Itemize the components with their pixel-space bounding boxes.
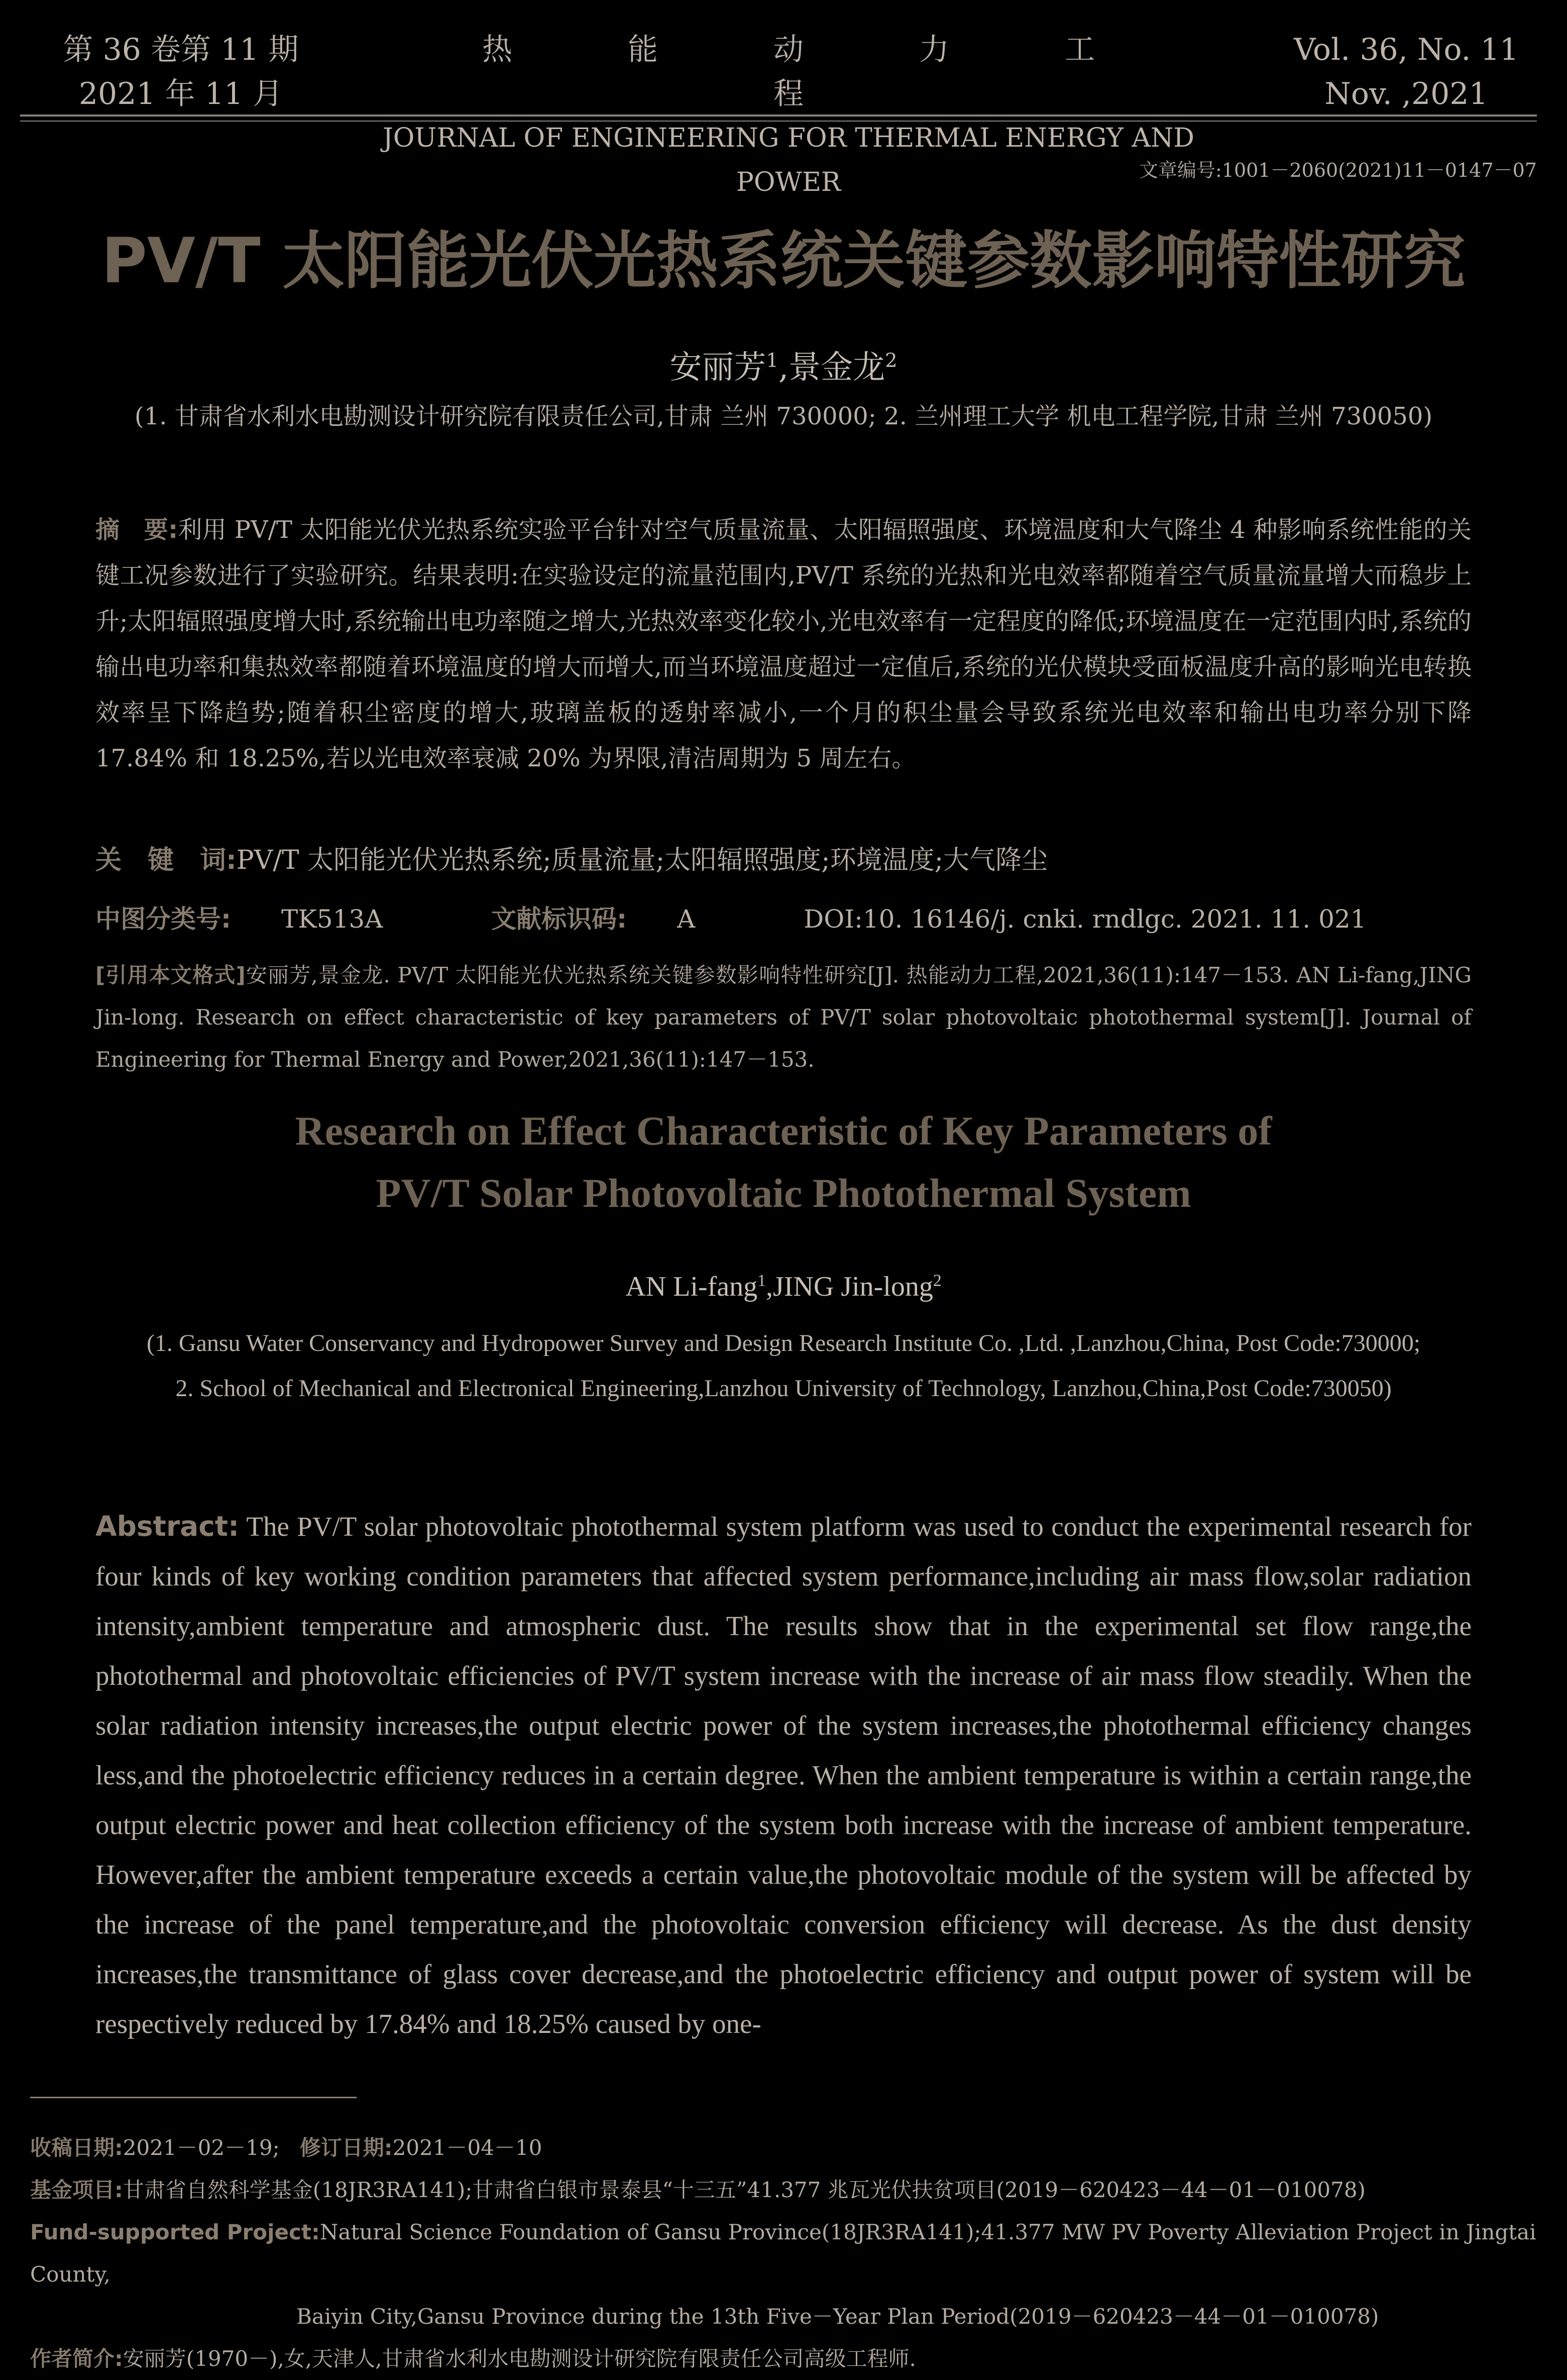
footnotes <box>30 2127 1537 2380</box>
citation-label: [引用本文格式] <box>95 963 246 987</box>
journal-name-cn: 热能动力工程 <box>482 32 1210 111</box>
fund-en-label: Fund-supported Project: <box>30 2220 320 2244</box>
fund-cn-line <box>30 2169 1537 2211</box>
clc-label: 中图分类号: <box>95 904 231 934</box>
abstract-en-text: The PV/T solar photovoltaic photothermal system platform was used to conduct the experimental research for four kinds of key working condition parameters that affected system performance,including air mass flow,solar radiation intensity,ambient temperature and atmospheric dust. The results show that in the experimental set flow range,the photothermal and photovoltaic efficiencies of PV/T system increase with the increase of air mass flow steadily. When the solar radiation intensity increases,the output electric power of the system increases,the photothermal efficiency changes less,and the photoelectric efficiency reduces in a certain degree. When the ambient temperature is within a certain range,the output electric power and heat collection efficiency of the system both increase with the increase of ambient temperature. However,after the ambient temperature exceeds a certain value,the photovoltaic module of the system will be affected by the increase of the panel temperature,and the photovoltaic conversion efficiency will decrease. As the dust density increases,the transmittance of glass cover decrease,and the photoelectric efficiency and output power of system will be respectively reduced by 17.84% and 18.25% caused by one- <box>95 1511 1472 2039</box>
author-en-2-sup: 2 <box>933 1271 942 1290</box>
keywords-text: PV/T 太阳能光伏光热系统;质量流量;太阳辐照强度;环境温度;大气降尘 <box>236 845 1048 875</box>
affiliation-en: (1. Gansu Water Conservancy and Hydropower Survey and Design Research Institute Co. ,Ltd. ,Lanzhou,China, Post Code:730000; 2. School of Mechanical and Electronical Engineering,Lanzhou University of Technology, Lanzhou,China,Post Code:730050) <box>146 1330 1421 1402</box>
title-en-line1: Research on Effect Characteristic of Key Parameters of <box>295 1108 1272 1154</box>
abstract-cn-text: 利用 PV/T 太阳能光伏光热系统实验平台针对空气质量流量、太阳辐照强度、环境温度和大气降尘 4 种影响系统性能的关键工况参数进行了实验研究。结果表明:在实验设定的流量范围内,PV/T 系统的光热和光电效率都随着空气质量流量增大而稳步上升;太阳辐照强度增大时,系统输出电功率随之增大,光热效率变化较小,光电效率有一定程度的降低;环境温度在一定范围内时,系统的输出电功率和集热效率都随着环境温度的增大而增大,而当环境温度超过一定值后,系统的光伏模块受面板温度升高的影响光电转换效率呈下降趋势;随着积尘密度的增大,玻璃盖板的透射率减小,一个月的积尘量会导致系统光电效率和输出电功率分别下降 17.84% 和 18.25%,若以光电效率衰减 20% 为界限,清洁周期为 5 周左右。 <box>95 516 1472 772</box>
header-rule-thin <box>20 121 1537 122</box>
date-cn: 2021 年 11 月 <box>78 76 283 111</box>
affiliation-cn: (1. 甘肃省水利水电勘测设计研究院有限责任公司,甘肃 兰州 730000; 2. 兰州理工大学 机电工程学院,甘肃 兰州 730050) <box>134 402 1433 430</box>
citation-text: 安丽芳,景金龙. PV/T 太阳能光伏光热系统关键参数影响特性研究[J]. 热能动力工程,2021,36(11):147－153. AN Li-fang,JING Jin-long. Research on effect characteristic of key parameters of PV/T solar photovoltaic photothermal system[J]. Journal of Engineering for Thermal Energy and Power,2021,36(11):147－153. <box>95 963 1472 1072</box>
abstract-en-label: Abstract: <box>95 1510 240 1542</box>
author-en-1-sup: 1 <box>757 1271 766 1290</box>
doi: DOI:10. 16146/j. cnki. rndlgc. 2021. 11. 021 <box>804 904 1367 934</box>
authors-en <box>0 1271 1567 1303</box>
classification-line <box>95 899 1417 935</box>
keywords-cn <box>95 839 1048 876</box>
header-left <box>50 28 311 116</box>
footnote-rule <box>30 2097 357 2098</box>
title-en <box>0 1100 1567 1224</box>
author-bio-line <box>30 2338 1537 2380</box>
fund-cn-text: 甘肃省自然科学基金(18JR3RA141);甘肃省白银市景泰县“十三五”41.377 兆瓦光伏扶贫项目(2019－620423－44－01－010078) <box>123 2178 1366 2202</box>
fund-en-text-1: Natural Science Foundation of Gansu Province(18JR3RA141);41.377 MW PV Poverty Alleviation Project in Jingtai County, <box>30 2220 1536 2287</box>
author-bio-label: 作者简介: <box>30 2346 123 2371</box>
volume-issue-cn: 第 36 卷第 11 期 <box>63 32 299 67</box>
header-right <box>1286 28 1527 116</box>
doc-code-value: A <box>677 904 696 934</box>
fund-en-line <box>30 2211 1537 2296</box>
title-cn: PV/T 太阳能光伏光热系统关键参数影响特性研究 <box>101 225 1466 297</box>
keywords-label: 关 键 词: <box>95 845 237 875</box>
revised-date: 2021－04－10 <box>392 2135 542 2160</box>
volume-issue-en: Vol. 36, No. 11 <box>1294 32 1519 67</box>
revised-label: 修订日期: <box>299 2135 393 2160</box>
author-bio-text: 安丽芳(1970－),女,天津人,甘肃省水利水电勘测设计研究院有限责任公司高级工程师. <box>123 2346 916 2371</box>
doc-code-label: 文献标识码: <box>491 904 627 934</box>
author-1-sup: 1 <box>766 349 778 372</box>
title-en-line2: PV/T Solar Photovoltaic Photothermal System <box>376 1170 1191 1216</box>
article-number: 文章编号:1001－2060(2021)11－0147－07 <box>1139 159 1537 181</box>
author-2-sup: 2 <box>885 349 898 372</box>
abstract-en <box>95 1502 1472 2049</box>
authors-cn <box>0 342 1567 388</box>
journal-name-en: JOURNAL OF ENGINEERING FOR THERMAL ENERGY AND POWER <box>382 123 1195 197</box>
dates-line <box>30 2127 1537 2169</box>
citation <box>95 954 1472 1081</box>
fund-en-line-2: Baiyin City,Gansu Province during the 13th Five－Year Plan Period(2019－620423－44－01－010078) <box>296 2304 1379 2329</box>
author-1: 安丽芳 <box>669 349 766 386</box>
header-rule-thick <box>20 115 1537 117</box>
author-2: 景金龙 <box>789 349 885 386</box>
clc-value: TK513A <box>281 904 383 934</box>
fund-cn-label: 基金项目: <box>30 2178 123 2202</box>
author-sep: , <box>778 349 789 386</box>
author-en-2: JING Jin-long <box>772 1271 933 1302</box>
author-en-1: AN Li-fang <box>625 1271 758 1302</box>
received-date: 2021－02－19; <box>123 2135 280 2160</box>
author-en-sep: , <box>765 1271 773 1302</box>
abstract-cn <box>95 507 1472 781</box>
date-en: Nov. ,2021 <box>1324 76 1488 111</box>
abstract-cn-label: 摘 要: <box>95 516 178 544</box>
received-label: 收稿日期: <box>30 2135 123 2160</box>
